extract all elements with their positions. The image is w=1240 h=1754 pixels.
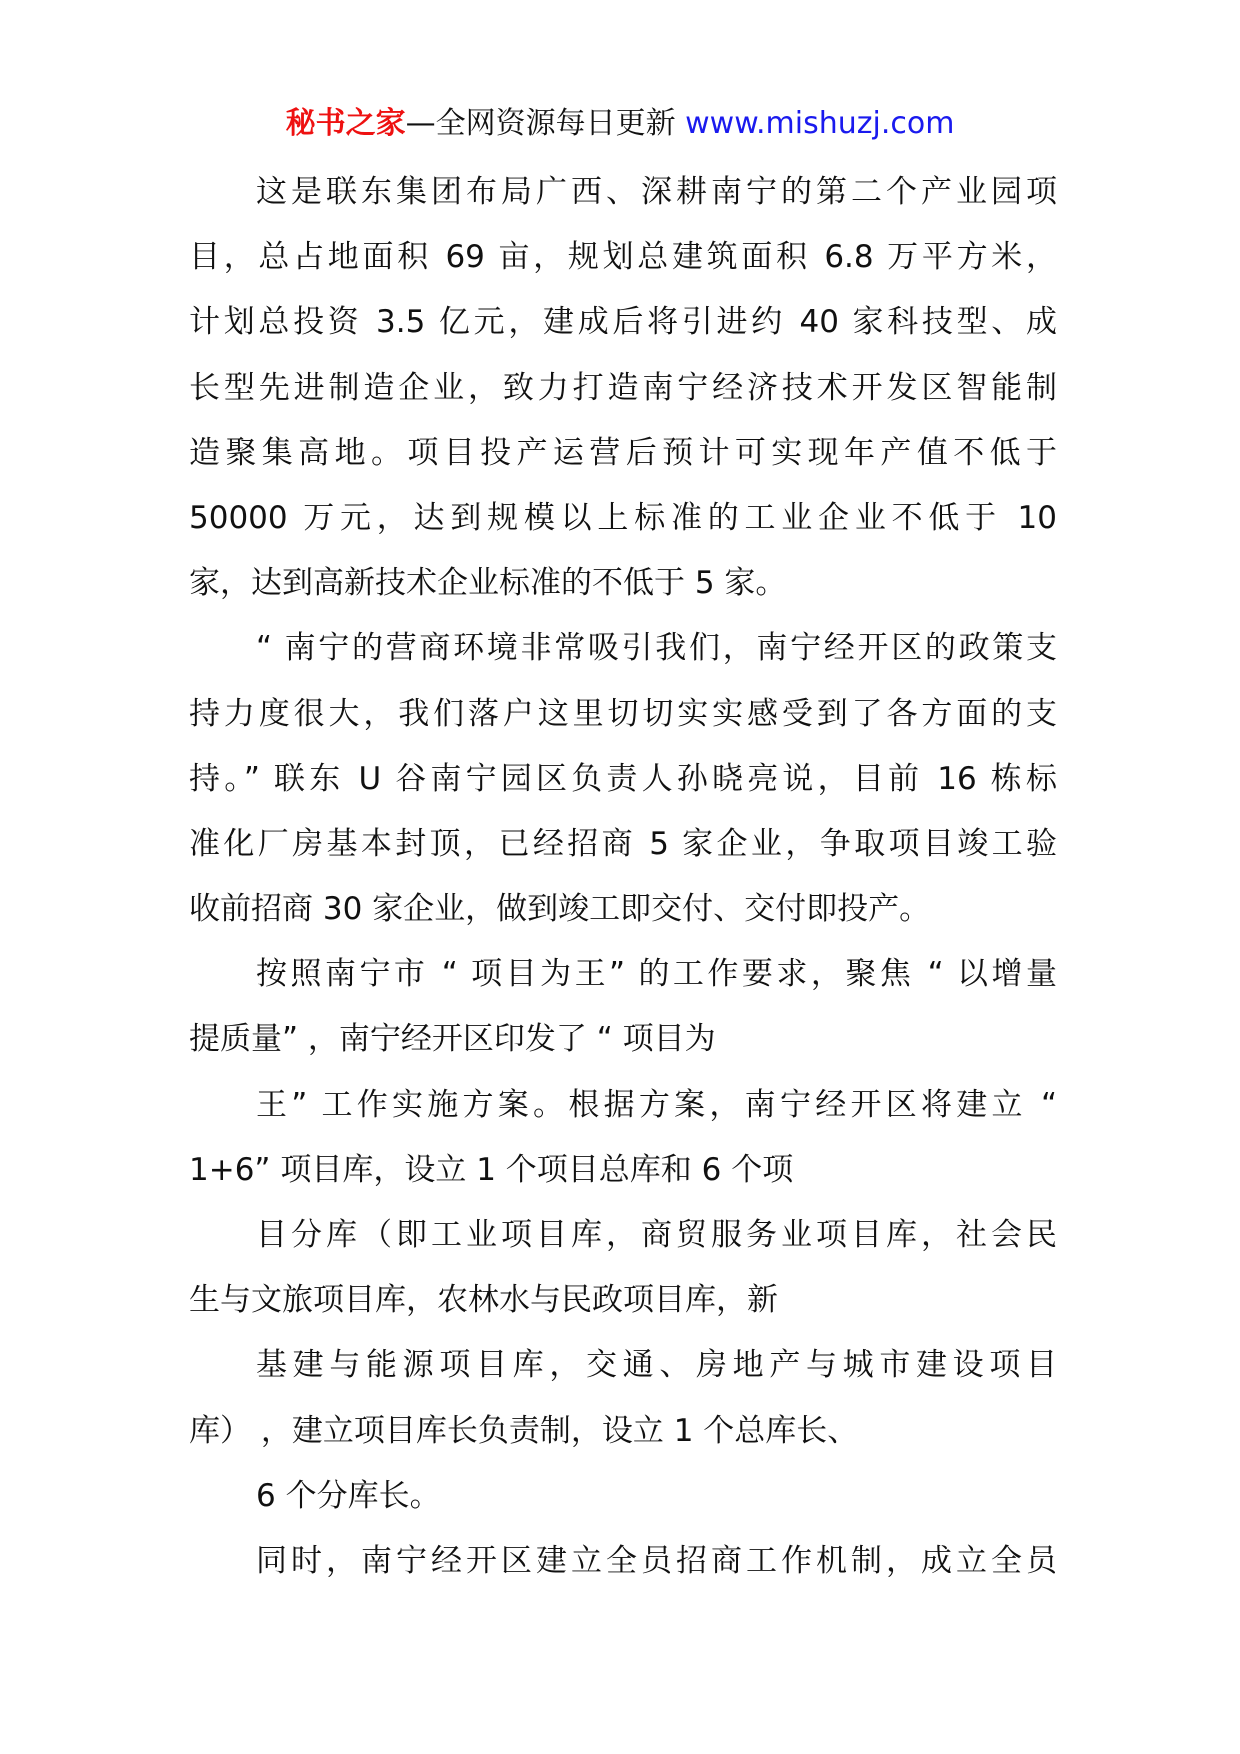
- text-line: 计划总投资 3.5 亿元，建成后将引进约 40 家科技型、成: [189, 304, 1057, 341]
- text-line: 这是联东集团布局广西、深耕南宁的第二个产业园项: [256, 174, 1057, 210]
- text-line: 王” 工作实施方案。根据方案，南宁经开区将建立 “: [256, 1086, 1057, 1123]
- text-line: 持力度很大，我们落户这里切切实实感受到了各方面的支: [189, 695, 1057, 732]
- text-line: 6 个分库长。: [256, 1477, 441, 1514]
- text-line: 同时，南宁经开区建立全员招商工作机制，成立全员: [256, 1542, 1057, 1579]
- header-tagline: —全网资源每日更新: [405, 106, 686, 141]
- text-line: 1+6” 项目库，设立 1 个项目总库和 6 个项: [189, 1151, 794, 1188]
- text-line: 持。” 联东 U 谷南宁园区负责人孙晓亮说，目前 16 栋标: [189, 760, 1057, 797]
- text-line: 家，达到高新技术企业标准的不低于 5 家。: [189, 565, 787, 602]
- text-line: 提质量” ，南宁经开区印发了 “ 项目为: [189, 1021, 716, 1058]
- text-line: 长型先进制造企业，致力打造南宁经济技术开发区智能制: [189, 369, 1057, 406]
- text-line: 准化厂房基本封顶，已经招商 5 家企业，争取项目竣工验: [189, 825, 1057, 862]
- text-line: 收前招商 30 家企业，做到竣工即交付、交付即投产。: [189, 891, 931, 928]
- text-line: 目分库（即工业项目库，商贸服务业项目库，社会民: [256, 1217, 1057, 1253]
- site-header-banner: [0, 104, 1240, 144]
- text-line: 生与文旅项目库，农林水与民政项目库，新: [189, 1282, 778, 1319]
- site-url-link[interactable]: www.mishuzj.com: [685, 106, 955, 141]
- text-line: 造聚集高地。项目投产运营后预计可实现年产值不低于: [189, 434, 1057, 471]
- text-line: 基建与能源项目库，交通、房地产与城市建设项目: [256, 1347, 1057, 1384]
- document-body: [189, 160, 1057, 1594]
- text-line: 50000 万元，达到规模以上标准的工业企业不低于 10: [189, 499, 1057, 536]
- text-line: 库） ，建立项目库长负责制，设立 1 个总库长、: [189, 1412, 859, 1449]
- text-line: 目，总占地面积 69 亩，规划总建筑面积 6.8 万平方米，: [189, 239, 1057, 276]
- text-line: 按照南宁市 “ 项目为王” 的工作要求，聚焦 “ 以增量: [256, 956, 1057, 993]
- text-line: “ 南宁的营商环境非常吸引我们，南宁经开区的政策支: [256, 630, 1057, 667]
- brand-name: 秘书之家: [285, 106, 406, 141]
